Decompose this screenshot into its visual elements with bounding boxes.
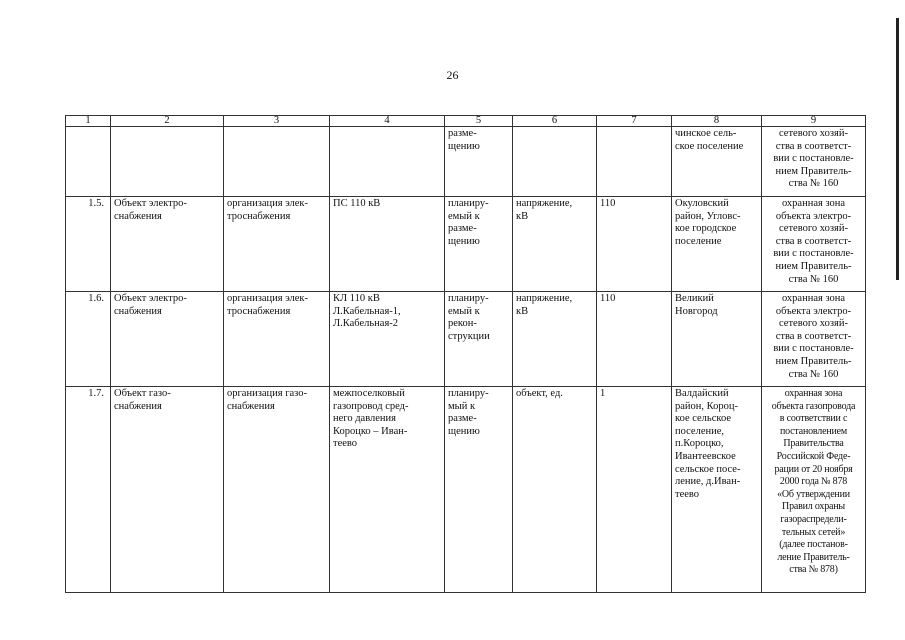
object-name-cell: ПС 110 кВ (330, 197, 445, 292)
purpose-cell (224, 127, 330, 197)
status-cell: планиру- емый к рекон- струкции (445, 292, 513, 387)
page-number: 26 (446, 68, 459, 82)
header-cell: 3 (224, 116, 330, 127)
row-number-cell: 1.6. (66, 292, 111, 387)
purpose-cell: организация элек- троснабжения (224, 292, 330, 387)
object-type-cell: Объект газо- снабжения (111, 387, 224, 593)
location-cell: чинское сель- ское поселение (672, 127, 762, 197)
characteristic-cell: напряжение, кВ (513, 292, 597, 387)
status-cell: разме- щению (445, 127, 513, 197)
location-cell: Валдайский район, Короц- кое сельское поселение, п.Короцко, Ивантеевское сельское посе- ление, д.Иван- теево (672, 387, 762, 593)
header-cell: 8 (672, 116, 762, 127)
row-number-cell: 1.7. (66, 387, 111, 593)
protection-zone-cell: охранная зона объекта электро- сетевого хозяй- ства в соответст- вии с постановле- нием Правитель- ства № 160 (762, 197, 866, 292)
row-number-cell: 1.5. (66, 197, 111, 292)
value-cell: 110 (597, 197, 672, 292)
protection-zone-cell: охранная зона объекта электро- сетевого хозяй- ства в соответст- вии с постановле- нием Правитель- ства № 160 (762, 292, 866, 387)
status-cell: планиру- мый к разме- щению (445, 387, 513, 593)
value-cell: 110 (597, 292, 672, 387)
object-type-cell (111, 127, 224, 197)
purpose-cell: организация элек- троснабжения (224, 197, 330, 292)
value-cell: 1 (597, 387, 672, 593)
object-type-cell: Объект электро- снабжения (111, 292, 224, 387)
header-cell: 9 (762, 116, 866, 127)
header-cell: 5 (445, 116, 513, 127)
protection-zone-cell: сетевого хозяй- ства в соответст- вии с постановле- нием Правитель- ства № 160 (762, 127, 866, 197)
header-cell: 6 (513, 116, 597, 127)
table-header-row (66, 116, 866, 127)
document-table (65, 115, 866, 593)
table-row (66, 292, 866, 387)
header-cell: 4 (330, 116, 445, 127)
status-cell: планиру- емый к разме- щению (445, 197, 513, 292)
header-cell: 2 (111, 116, 224, 127)
scan-edge-line (896, 18, 899, 280)
location-cell: Окуловский район, Угловс- кое городское поселение (672, 197, 762, 292)
table-row (66, 387, 866, 593)
protection-zone-cell: охранная зона объекта газопровода в соответствии с постановлением Правительства Российской Феде- рации от 20 ноября 2000 года № 878 «Об утверждении Правил охраны газораспредели- тельных сетей» (далее постанов- ление Правитель- ства № 878) (762, 387, 866, 593)
characteristic-cell (513, 127, 597, 197)
location-cell: Великий Новгород (672, 292, 762, 387)
table-row (66, 127, 866, 197)
object-name-cell: КЛ 110 кВ Л.Кабельная-1, Л.Кабельная-2 (330, 292, 445, 387)
purpose-cell: организация газо- снабжения (224, 387, 330, 593)
object-name-cell (330, 127, 445, 197)
row-number-cell (66, 127, 111, 197)
value-cell (597, 127, 672, 197)
characteristic-cell: напряжение, кВ (513, 197, 597, 292)
header-cell: 7 (597, 116, 672, 127)
characteristic-cell: объект, ед. (513, 387, 597, 593)
object-name-cell: межпоселковый газопровод сред- него давления Короцко – Иван- теево (330, 387, 445, 593)
header-cell: 1 (66, 116, 111, 127)
table-row (66, 197, 866, 292)
object-type-cell: Объект электро- снабжения (111, 197, 224, 292)
